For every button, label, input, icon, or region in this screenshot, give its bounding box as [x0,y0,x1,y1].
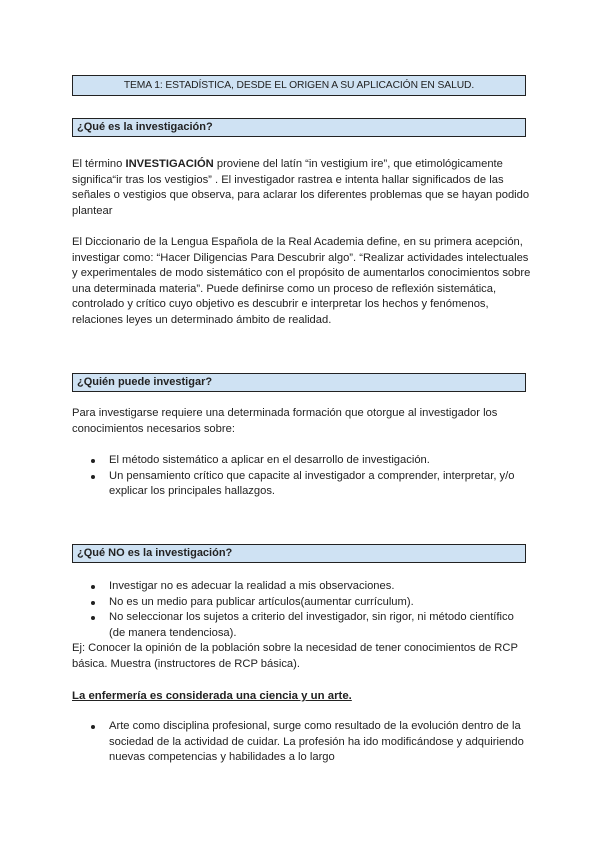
paragraph-definition-rest: proviene del latín “in vestigium ire”, que etimológicamente significa“ir tras los vestigios” . El investigador rastrea e intenta hallar significados de las señales o vestigios que observa, para aclarar los diferentes problemas que se hayan podido plantear [72,158,530,217]
list-item: Un pensamiento crítico que capacite al investigador a comprender, interpretar, y/o explicar los principales hallazgos. [72,469,532,500]
section-heading-nursing: La enfermería es considerada una ciencia y un arte. [72,690,352,702]
paragraph-definition-prefix: El término [72,158,126,170]
paragraph-rae: El Diccionario de la Lengua Española de la Real Academia define, en su primera acepción, investigar como: “Hacer Diligencias Para Descubrir algo”. “Realizar actividades intelectuales y experimentales de modo sistemático con el propósito de aumentarlos conocimientos sobre una determinada materia”. Puede definirse como un proceso de reflexión sistemática, controlado y crítico cuyo objetivo es descubrir e interpretar los hechos y fenómenos, relaciones leyes un determinado ámbito de realidad. [72,236,531,326]
section-heading-who: ¿Quién puede investigar? [72,373,526,392]
keyword-investigacion: INVESTIGACIÓN [125,158,214,170]
nursing-bullet-list [72,719,532,766]
section-heading-what: ¿Qué es la investigación? [72,118,526,137]
paragraph-definition [72,157,532,219]
list-item: No seleccionar los sujetos a criterio del investigador, sin rigor, ni método científico (de manera tendenciosa). [72,610,532,641]
who-bullet-list [72,453,532,500]
paragraph-example: Ej: Conocer la opinión de la población sobre la necesidad de tener conocimientos de RCP básica. Muestra (instructores de RCP básica). [72,642,518,670]
section-heading-whatnot: ¿Qué NO es la investigación? [72,544,526,563]
whatnot-bullet-list [72,579,532,641]
list-item: El método sistemático a aplicar en el desarrollo de investigación. [72,453,532,469]
paragraph-who-intro: Para investigarse requiere una determinada formación que otorgue al investigador los conocimientos necesarios sobre: [72,407,498,435]
list-item: No es un medio para publicar artículos(aumentar currículum). [72,595,532,611]
list-item: Arte como disciplina profesional, surge como resultado de la evolución dentro de la sociedad de la actividad de cuidar. La profesión ha ido modificándose y adquiriendo nuevas competencias y habilidades a lo largo [72,719,532,766]
document-title: TEMA 1: ESTADÍSTICA, DESDE EL ORIGEN A SU APLICACIÓN EN SALUD. [72,75,526,96]
list-item: Investigar no es adecuar la realidad a mis observaciones. [72,579,532,595]
